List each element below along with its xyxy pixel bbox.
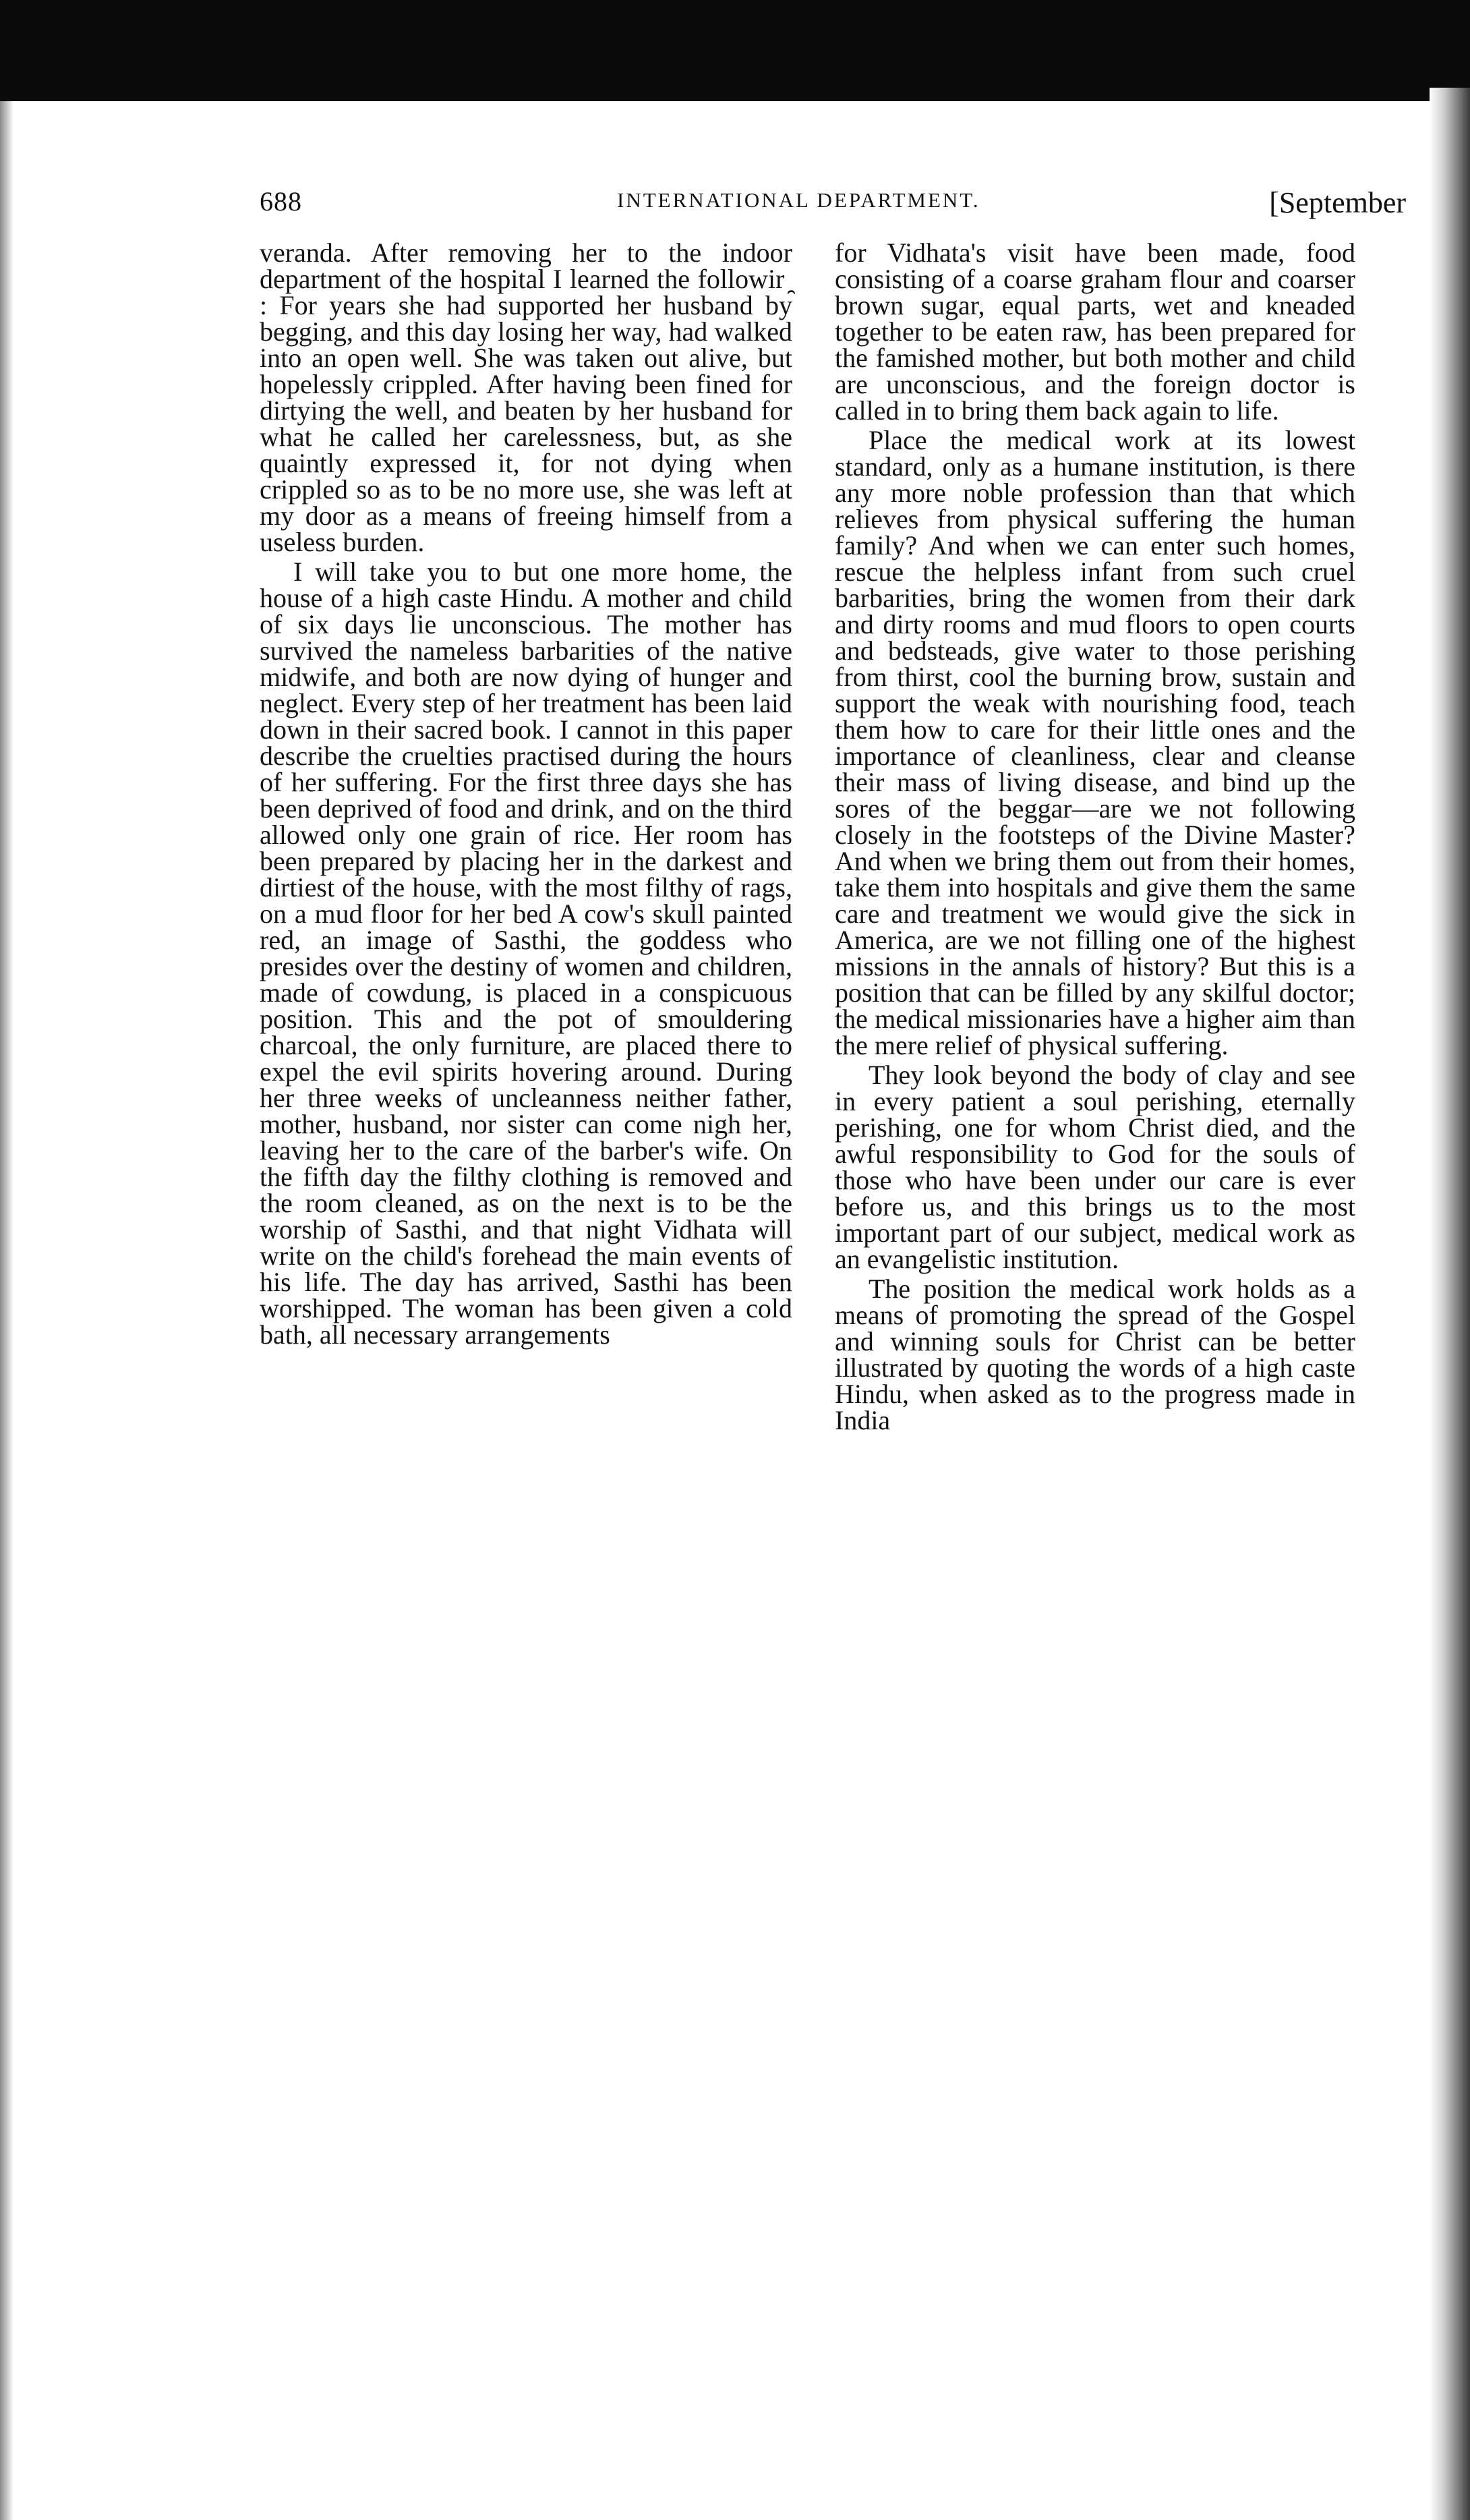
- right-paragraph-4: The position the medical work holds as a means of promoting the spread of the Gospel and winning souls for Christ can be better illustrated by quoting the words of a high caste Hindu, when asked as to the progress made in India: [835, 1273, 1355, 1435]
- left-column: [260, 239, 792, 1351]
- right-paragraph-3: They look beyond the body of clay and see in every patient a soul perishing, eternally perishing, one for whom Christ died, and the awful responsibility to God for the souls of those who have been under our care is ever before us, and this brings us to the most important part of our subject, medical work as an evangelistic institution.: [835, 1060, 1355, 1274]
- issue-month: [September: [1269, 186, 1406, 219]
- page-number: 688: [260, 186, 302, 217]
- scan-border-right: [1430, 88, 1470, 2520]
- left-paragraph-2: I will take you to but one more home, the house of a high caste Hindu. A mother and child of six days lie unconscious. The mother has survived the nameless barbarities of the native midwife, and both are now dying of hunger and neglect. Every step of her treatment has been laid down in their sacred book. I cannot in this paper describe the cruelties practised during the hours of her suffering. For the first three days she has been deprived of food and drink, and on the third allowed only one grain of rice. Her room has been prepared by placing her in the darkest and dirtiest of the house, with the most filthy of rags, on a mud floor for her bed A cow's skull painted red, an image of Sasthi, the goddess who presides over the destiny of women and children, made of cowdung, is placed in a conspicuous position. This and the pot of smouldering charcoal, the only furniture, are placed there to expel the evil spirits hovering around. During her three weeks of uncleanness neither father, mother, husband, nor sister can come nigh her, leaving her to the care of the barber's wife. On the fifth day the filthy clothing is removed and the room cleaned, as on the next is to be the worship of Sasthi, and that night Vidhata will write on the child's forehead the main events of his life. The day has arrived, Sasthi has been worshipped. The woman has been given a cold bath, all necessary arrangements: [260, 556, 792, 1350]
- left-paragraph-1: veranda. After removing her to the indoor department of the hospital I learned the followir ̯ : For years she had supported her husband by begging, and this day losing her way, had walked into an open well. She was taken out alive, but hopelessly crippled. After having been fined for dirtying the well, and beaten by her husband for what he called her carelessness, but, as she quaintly expressed it, for not dying when crippled so as to be no more use, she was left at my door as a means of freeing himself from a useless burden.: [260, 237, 792, 557]
- right-paragraph-2: Place the medical work at its lowest standard, only as a humane institution, is there any more noble profession than that which relieves from physical suffering the human family? And when we can enter such homes, rescue the helpless infant from such cruel barbarities, bring the women from their dark and dirty rooms and mud floors to open courts and bedsteads, give water to those perishing from thirst, cool the burning brow, sustain and support the weak with nourishing food, teach them how to care for their little ones and the importance of cleanliness, clear and cleanse their mass of living disease, and bind up the sores of the beggar—are we not following closely in the footsteps of the Divine Master? And when we bring them out from their homes, take them into hospitals and give them the same care and treatment we would give the sick in America, are we not filling one of the highest missions in the annals of history? But this is a position that can be filled by any skilful doctor; the medical missionaries have a higher aim than the mere relief of physical suffering.: [835, 425, 1355, 1060]
- book-page: [20, 101, 1430, 2520]
- right-paragraph-1: for Vidhata's visit have been made, food consisting of a coarse graham flour and coarser brown sugar, equal parts, wet and kneaded together to be eaten raw, has been prepared for the famished mother, but both mother and child are unconscious, and the foreign doctor is called in to bring them back again to life.: [835, 237, 1355, 426]
- page-header: [260, 185, 1406, 226]
- running-head: INTERNATIONAL DEPARTMENT.: [617, 188, 980, 212]
- right-column: [835, 239, 1355, 1437]
- scan-border-left: [0, 101, 13, 2520]
- scan-border-top: [0, 0, 1470, 101]
